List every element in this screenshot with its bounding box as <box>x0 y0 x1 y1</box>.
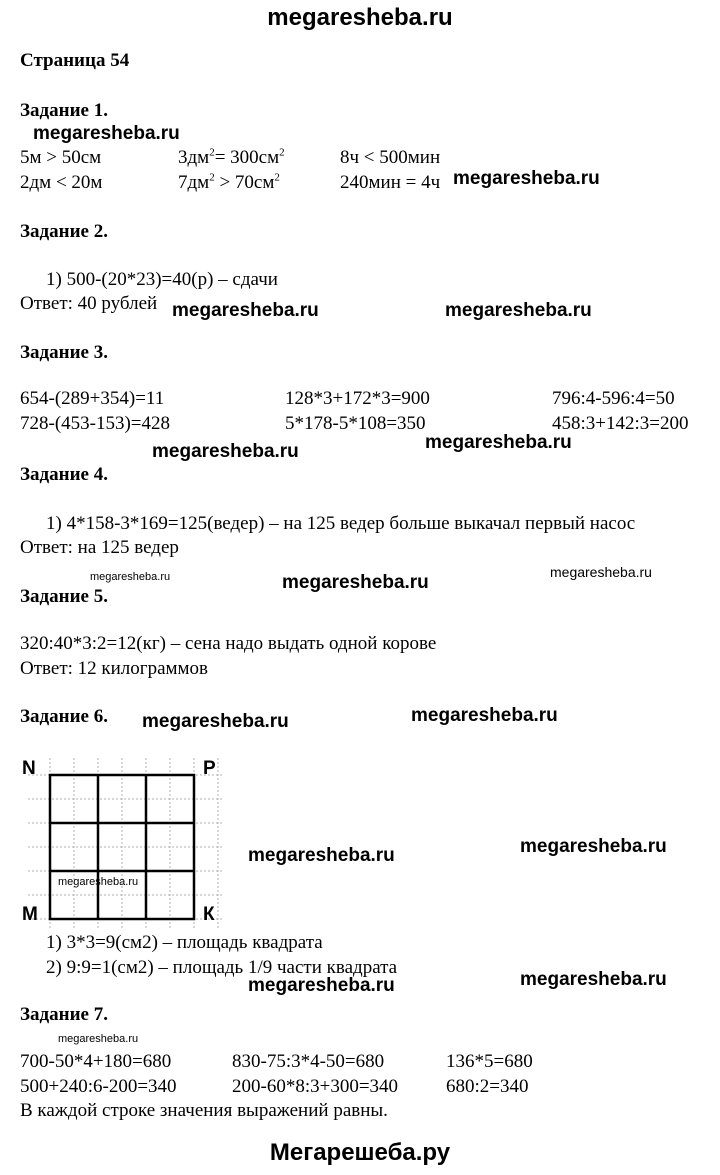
watermark: megaresheba.ru <box>33 123 180 144</box>
watermark: megaresheba.ru <box>520 969 667 990</box>
watermark: megaresheba.ru <box>58 876 139 888</box>
task4-title: Задание 4. <box>20 464 108 485</box>
watermark: megaresheba.ru <box>142 711 289 732</box>
task6-line2: 2) 9:9=1(см2) – площадь 1/9 части квадрата <box>46 957 398 978</box>
corner-label-m: M <box>22 904 38 925</box>
corner-label-k: К <box>203 904 215 925</box>
watermark: megaresheba.ru <box>411 705 558 726</box>
task1-r1c1: 5м > 50см <box>20 147 102 168</box>
task1-r2c2: $7дм^2 > 70см^2$ <box>178 171 280 193</box>
task5-answer: Ответ: 12 килограммов <box>20 658 209 679</box>
site-header-link[interactable]: megaresheba.ru <box>267 4 453 31</box>
task7-conclusion: В каждой строке значения выражений равны. <box>20 1100 388 1121</box>
page-title: Страница 54 <box>20 50 130 71</box>
task7-r2c3: 680:2=340 <box>446 1076 529 1097</box>
task3-r2c2: 5*178-5*108=350 <box>285 413 426 434</box>
task1-title: Задание 1. <box>20 100 108 121</box>
task7-title: Задание 7. <box>20 1004 108 1025</box>
task4-line1: 1) 4*158-3*169=125(ведер) – на 125 ведер больше выкачал первый насос <box>46 513 636 534</box>
task3-title: Задание 3. <box>20 342 108 363</box>
watermark: megaresheba.ru <box>90 571 171 583</box>
task3-r1c3: 796:4-596:4=50 <box>552 388 675 409</box>
watermark: megaresheba.ru <box>550 564 652 580</box>
task6-title: Задание 6. <box>20 706 108 727</box>
watermark: megaresheba.ru <box>58 1033 139 1045</box>
task7-r1c3: 136*5=680 <box>446 1051 533 1072</box>
task7-r2c2: 200-60*8:3+300=340 <box>232 1076 399 1097</box>
watermark: megaresheba.ru <box>520 836 667 857</box>
task1-r1c2: $3дм^2= 300см^2$ <box>178 146 285 168</box>
task4-answer: Ответ: на 125 ведер <box>20 537 179 558</box>
task3-r1c2: 128*3+172*3=900 <box>285 388 430 409</box>
task1-r2c3: 240мин = 4ч <box>340 172 441 193</box>
task3-r1c1: 654-(289+354)=11 <box>20 388 165 409</box>
watermark: megaresheba.ru <box>282 572 429 593</box>
task1-r1c3: 8ч < 500мин <box>340 147 441 168</box>
watermark: megaresheba.ru <box>453 168 600 189</box>
task2-title: Задание 2. <box>20 221 108 242</box>
watermark: megaresheba.ru <box>172 300 319 321</box>
corner-label-p: P <box>203 758 216 779</box>
task2-line1: 1) 500-(20*23)=40(р) – сдачи <box>46 269 278 290</box>
task5-line1: 320:40*3:2=12(кг) – сена надо выдать одной корове <box>20 633 437 654</box>
watermark: megaresheba.ru <box>248 845 395 866</box>
task6-line1: 1) 3*3=9(см2) – площадь квадрата <box>46 932 323 953</box>
square-grid-figure <box>18 748 228 933</box>
task3-r2c1: 728-(453-153)=428 <box>20 413 171 434</box>
task7-r1c2: 830-75:3*4-50=680 <box>232 1051 385 1072</box>
task1-r2c1: 2дм < 20м <box>20 172 103 193</box>
task5-title: Задание 5. <box>20 586 108 607</box>
task7-r2c1: 500+240:6-200=340 <box>20 1076 177 1097</box>
watermark: megaresheba.ru <box>425 432 572 453</box>
watermark: megaresheba.ru <box>445 300 592 321</box>
watermark: megaresheba.ru <box>152 441 299 462</box>
task7-r1c1: 700-50*4+180=680 <box>20 1051 172 1072</box>
watermark: megaresheba.ru <box>248 975 395 996</box>
task2-answer: Ответ: 40 рублей <box>20 293 158 314</box>
corner-label-n: N <box>22 758 36 779</box>
site-footer-link[interactable]: Мегарешеба.ру <box>269 1139 451 1166</box>
task3-r2c3: 458:3+142:3=200 <box>552 413 689 434</box>
